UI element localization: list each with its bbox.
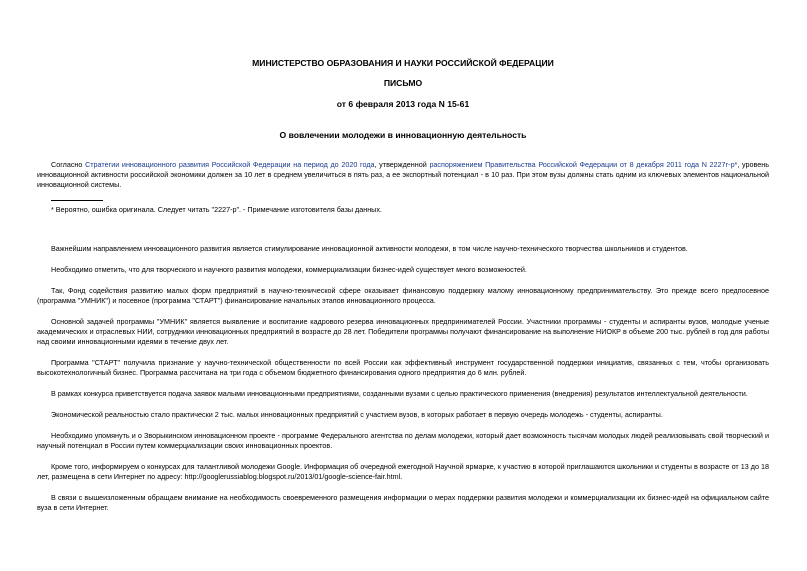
paragraph-start: Программа "СТАРТ" получила признание у научно-технической общественности по всей России как эффективный инструмент государственной поддержки инициатив, связанных с тем, чтобы организовать высокотехнологичный бизнес. Программа рассчитана на три года с объемом бюджетного финансирования одного предприятия до 6 млн. рублей. [37, 358, 769, 377]
paragraph-umnik: Основной задачей программы "УМНИК" является выявление и воспитание кадрового резерва инновационных предпринимателей России. Участники программы - студенты и аспиранты вузов, молодые ученые академических и отраслевых НИИ, сотрудники инновационных предприятий в возрасте до 28 лет. Победители программы получают финансирование на выполнение НИОКР в объеме 200 тыс. рублей в год для работы над своими инновационными идеями в течение двух лет. [37, 317, 769, 346]
intro-text-1: Согласно [51, 160, 86, 169]
paragraph-opportunities: Необходимо отметить, что для творческого и научного развития молодежи, коммерциализации бизнес-идей существует много возможностей. [51, 265, 527, 274]
ministry-heading: МИНИСТЕРСТВО ОБРАЗОВАНИЯ И НАУКИ РОССИЙСКОЙ ФЕДЕРАЦИИ [252, 58, 554, 68]
paragraph-conclusion: В связи с вышеизложенным обращаем внимание на необходимость своевременного размещения информации о мерах поддержки развития молодежи и коммерциализации их бизнес-идей на официальном сайте вуза в сети Интернет. [37, 493, 769, 512]
strategy-link[interactable]: Стратегии инновационного развития Российской Федерации на период до 2020 года [85, 160, 375, 169]
paragraph-small-enterprises: Экономической реальностью стало практически 2 тыс. малых инновационных предприятий с участием вузов, в которых работает в первую очередь молодежь - студенты, аспиранты. [51, 410, 663, 419]
document-subject: О вовлечении молодежи в инновационную деятельность [279, 130, 527, 140]
document-date-number: от 6 февраля 2013 года N 15-61 [336, 99, 470, 109]
paragraph-google: Кроме того, информируем о конкурсах для талантливой молодежи Google. Информация об очередной ежегодной Научной ярмарке, к участию в которой приглашаются школьники и студенты в возрасте от 13 до 18 лет, размещена в сети Интернет по адресу: http://googlerussiablog.blogspot.ru/2013/01/google-science-fair.html. [37, 462, 769, 481]
paragraph-zvorykin: Необходимо упомянуть и о Зворыкинском инновационном проекте - программе Федерального агентства по делам молодежи, который дает возможность тысячам молодых людей реализовывать свой творческий и научный потенциал в России путем коммерциализации своих инновационных проектов. [37, 431, 769, 450]
government-order-link[interactable]: распоряжением Правительства Российской Федерации от 8 декабря 2011 года N 2227г-р* [429, 160, 738, 169]
intro-paragraph [37, 160, 769, 190]
footnote-divider [51, 200, 103, 201]
footnote: * Вероятно, ошибка оригинала. Следует читать "2227-р". - Примечание изготовителя базы данных. [51, 205, 382, 214]
paragraph-contest: В рамках конкурса приветствуется подача заявок малыми инновационными предприятиями, созданными вузами с целью практического применения (внедрения) результатов интеллектуальной деятельности. [51, 389, 748, 398]
paragraph-fund: Так, Фонд содействия развитию малых форм предприятий в научно-технической сфере оказывает финансовую поддержку малому инновационному предпринимательству. Это прежде всего предпосевное (программа "УМНИК") и посевное (программа "СТАРТ") финансирование начальных этапов инновационного процесса. [37, 286, 769, 305]
paragraph-priority: Важнейшим направлением инновационного развития является стимулирование инновационной активности молодежи, в том числе научно-технического творчества школьников и студентов. [51, 244, 688, 253]
intro-text-3: , уровень инновационной активности российской экономики должен за 10 лет в среднем увеличиться в пять раз, а ее экспортный потенциал - в 10 раз. При этом вузы должны стать одним из ключевых элементов национальной инновационной системы. [37, 160, 770, 189]
document-type: ПИСЬМО [383, 78, 423, 88]
intro-text-2: , утвержденной [374, 160, 430, 169]
